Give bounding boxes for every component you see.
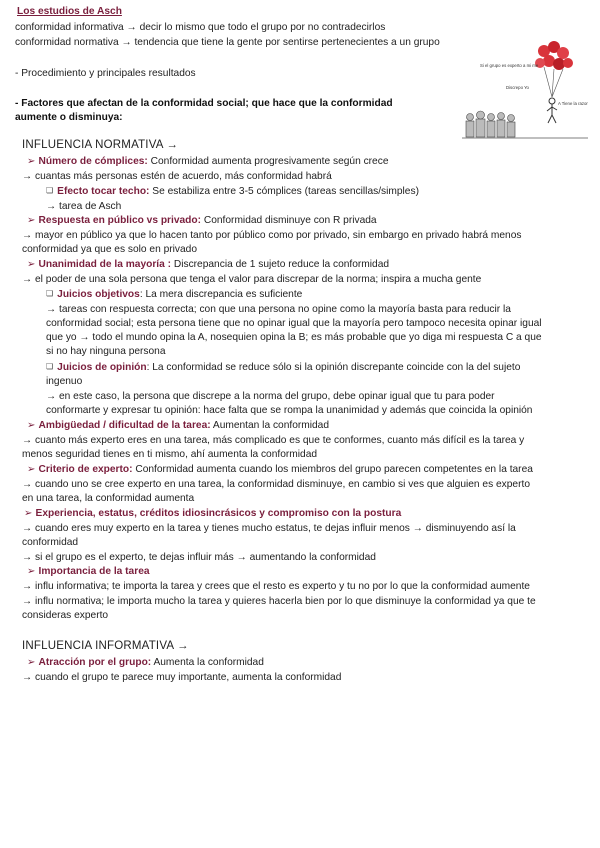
triangle-bullet-icon: ➢ [27,464,36,475]
objetivos-note-3: que yo → todo el mundo opina la A, nosequien opina la B; es más probable que yo diga mi respuesta C a que [46,332,542,343]
normativa-heading: INFLUENCIA NORMATIVA → [22,139,179,151]
triangle-bullet-icon: ➢ [27,566,36,577]
importancia-note-2: → influ normativa; le importa mucho la tarea y quieres hacerla bien por lo que disminuye la conformidad ya que te [22,596,536,607]
page-title: Los estudios de Asch [17,6,122,17]
complices-item: ➢ Número de cómplices: Conformidad aumenta progresivamente según crece [27,156,389,167]
informativa-heading: INFLUENCIA INFORMATIVA → [22,640,189,652]
intro-line-2: conformidad normativa → tendencia que tiene la gente por sentirse pertenecientes a un grupo [15,37,440,48]
unanimidad-note: → el poder de una sola persona que tenga el valor para discrepar de la norma; inspira a mucha gente [22,274,482,285]
atraccion-note: → cuando el grupo te parece muy importante, aumenta la conformidad [22,672,342,683]
opinion-note-2: conformarte y expresar tu opinión: hace falta que se rompa la unanimidad y además que coincida la opinión [46,405,533,416]
opinion-item: ❏ Juicios de opinión: La conformidad se reduce sólo si la opinión discrepante coincide con la del sujeto [46,362,521,373]
triangle-bullet-icon: ➢ [27,215,36,226]
triangle-bullet-icon: ➢ [27,657,36,668]
criterio-item: ➢ Criterio de experto: Conformidad aumenta cuando los miembros del grupo parecen competentes en la tarea [27,464,533,475]
ambiguedad-note-1: → cuanto más experto eres en una tarea, más complicado es que te conformes, cuanto más difícil es la tarea y [22,435,525,446]
importancia-note-1: → influ informativa; te importa la tarea y crees que el resto es experto y tu no por lo que la conformidad aumente [22,581,530,592]
objetivos-note-4: si no hay ninguna persona [46,346,166,357]
experiencia-item: ➢ Experiencia, estatus, créditos idiosincrásicos y compromiso con la postura [24,508,402,519]
objetivos-note-1: → tareas con respuesta correcta; con que una persona no opine como la mayoría basta para reducir la [46,304,511,315]
procedimiento-line: - Procedimiento y principales resultados [15,68,196,79]
opinion-note-1: → en este caso, la persona que discrepe a la norma del grupo, debe opinar igual que tu para poder [46,391,495,402]
publico-item: ➢ Respuesta en público vs privado: Conformidad disminuye con R privada [27,215,377,226]
square-bullet-icon: ❏ [46,186,54,195]
ambiguedad-item: ➢ Ambigüedad / dificultad de la tarea: Aumentan la conformidad [27,420,329,431]
complices-note: → cuantas más personas estén de acuerdo, más conformidad habrá [22,171,332,182]
square-bullet-icon: ❏ [46,289,54,298]
triangle-bullet-icon: ➢ [27,259,36,270]
techo-item: ❏ Efecto tocar techo: Se estabiliza entre 3-5 cómplices (tareas sencillas/simples) [46,186,419,197]
opinion-text-2: ingenuo [46,376,83,387]
publico-note-2: conformidad ya que es solo en privado [22,244,197,255]
techo-note: → tarea de Asch [46,201,122,212]
triangle-bullet-icon: ➢ [27,420,36,431]
importancia-note-3: consideras experto [22,610,109,621]
figure-caption-2: Discrepo Yo [506,85,529,90]
objetivos-item: ❏ Juicios objetivos: La mera discrepancia es suficiente [46,289,303,300]
asch-balloon-illustration [462,37,588,143]
importancia-item: ➢ Importancia de la tarea [27,566,150,577]
triangle-bullet-icon: ➢ [24,508,33,519]
criterio-note-2: en una tarea, la conformidad aumenta [22,493,195,504]
factores-line-2: aumente o disminuya: [15,112,123,123]
objetivos-note-2: conformidad social; esta persona tiene que no opinar igual que la mayoría pero tampoco necesita opinar igual [46,318,542,329]
unanimidad-item: ➢ Unanimidad de la mayoría : Discrepancia de 1 sujeto reduce la conformidad [27,259,390,270]
intro-line-1: conformidad informativa → decir lo mismo que todo el grupo por no contradecirlos [15,22,386,33]
ambiguedad-note-2: menos seguridad tienes en ti mismo, ahí aumenta la conformidad [22,449,318,460]
illustration-svg [462,37,588,143]
experiencia-note-2: conformidad [22,537,79,548]
experiencia-note-3: → si el grupo es el experto, te dejas influir más → aumentando la conformidad [22,552,376,563]
publico-note-1: → mayor en público ya que lo hacen tanto por público como por privado, sin embargo en privado habrá menos [22,230,522,241]
figure-caption-3: A Tiene la razon [558,101,588,106]
figure-caption-1: Si el grupo es experto a mi me [480,63,539,68]
triangle-bullet-icon: ➢ [27,156,36,167]
square-bullet-icon: ❏ [46,362,54,371]
atraccion-item: ➢ Atracción por el grupo: Aumenta la conformidad [27,657,264,668]
experiencia-note-1: → cuando eres muy experto en la tarea y tienes mucho estatus, te dejas influir menos → disminuyendo así la [22,523,516,534]
factores-line-1: - Factores que afectan de la conformidad social; que hace que la conformidad [15,98,393,109]
criterio-note-1: → cuando uno se cree experto en una tarea, la conformidad disminuye, en cambio si ves que alguien es experto [22,479,530,490]
